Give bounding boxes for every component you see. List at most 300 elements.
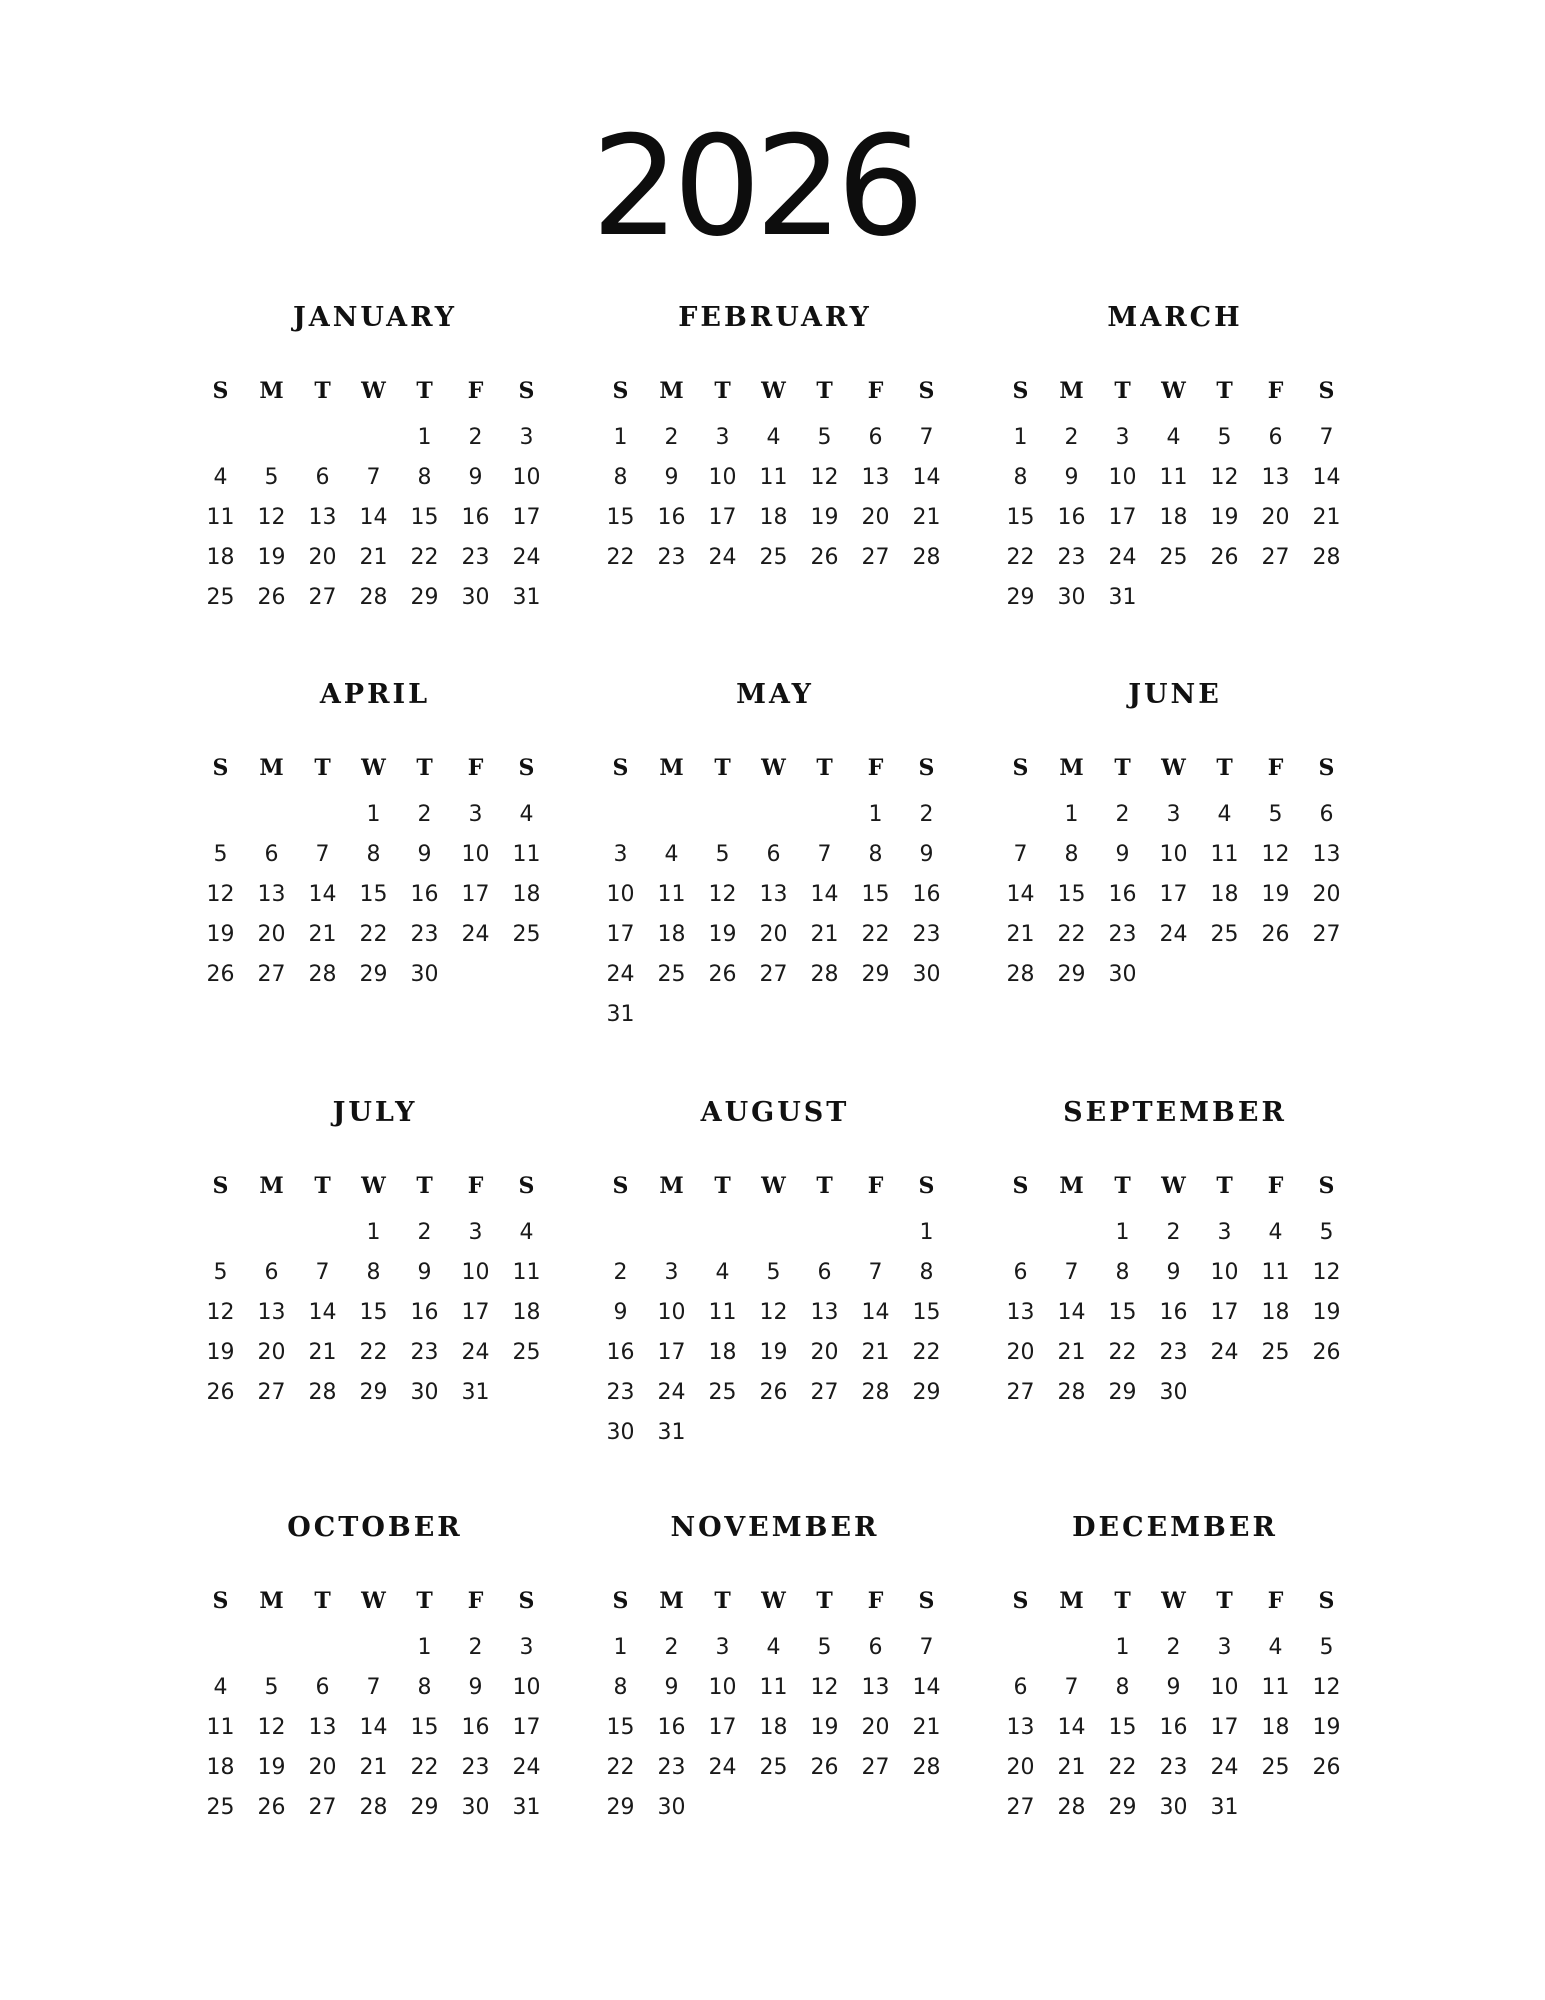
weekday-label: S (1012, 1173, 1029, 1199)
day-cell: 7 (868, 1260, 883, 1285)
day-cell: 28 (1006, 962, 1035, 987)
day-cell: 22 (359, 922, 388, 947)
day-cell: 22 (410, 545, 439, 570)
day-cell: 1 (366, 802, 381, 827)
weekday-label: S (518, 1173, 535, 1199)
day-cell: 16 (606, 1340, 635, 1365)
day-cell: 16 (410, 882, 439, 907)
weekday-label: M (259, 1588, 284, 1614)
day-cell: 30 (1108, 962, 1137, 987)
day-cell: 5 (817, 425, 832, 450)
day-cell: 23 (410, 1340, 439, 1365)
day-cell: 25 (759, 1755, 788, 1780)
day-cell: 15 (1057, 882, 1086, 907)
empty-cell (646, 1213, 697, 1253)
day-cell: 25 (708, 1380, 737, 1405)
day-cell: 26 (1312, 1755, 1341, 1780)
weekday-label: S (918, 755, 935, 781)
day-cell: 7 (919, 1635, 934, 1660)
day-cell: 6 (766, 842, 781, 867)
empty-cell (246, 795, 297, 835)
day-cell: 28 (1057, 1795, 1086, 1820)
weekday-label: T (714, 755, 731, 781)
day-cell: 3 (1217, 1220, 1232, 1245)
day-cell: 12 (257, 1715, 286, 1740)
weekday-label: T (816, 378, 833, 404)
day-cell: 10 (708, 465, 737, 490)
weekday-label: W (761, 755, 786, 781)
month-december (995, 1508, 1355, 1828)
weekday-label: S (518, 755, 535, 781)
day-cell: 25 (512, 1340, 541, 1365)
weekday-label: T (1114, 1588, 1131, 1614)
day-cell: 6 (1013, 1675, 1028, 1700)
month-name: SEPTEMBER (1063, 1097, 1287, 1128)
day-cell: 25 (1210, 922, 1239, 947)
day-cell: 18 (206, 545, 235, 570)
year-title: 2026 (591, 106, 919, 267)
day-cell: 31 (512, 1795, 541, 1820)
day-cell: 1 (613, 1635, 628, 1660)
day-cell: 21 (308, 922, 337, 947)
day-cell: 5 (213, 842, 228, 867)
day-cell: 28 (308, 1380, 337, 1405)
day-cell: 6 (1319, 802, 1334, 827)
day-cell: 19 (206, 1340, 235, 1365)
day-cell: 24 (461, 1340, 490, 1365)
day-cell: 5 (1319, 1635, 1334, 1660)
day-cell: 29 (410, 1795, 439, 1820)
day-cell: 10 (1108, 465, 1137, 490)
weekday-label: M (659, 1173, 684, 1199)
day-cell: 1 (366, 1220, 381, 1245)
day-cell: 28 (912, 1755, 941, 1780)
month-october (195, 1508, 555, 1828)
month-september (995, 1093, 1355, 1413)
day-cell: 20 (861, 505, 890, 530)
day-cell: 31 (1108, 585, 1137, 610)
day-cell: 21 (359, 545, 388, 570)
day-cell: 27 (1312, 922, 1341, 947)
month-july (195, 1093, 555, 1413)
day-cell: 25 (1261, 1340, 1290, 1365)
day-cell: 4 (213, 465, 228, 490)
empty-cell (297, 1628, 348, 1668)
day-cell: 23 (1057, 545, 1086, 570)
day-cell: 18 (759, 1715, 788, 1740)
day-cell: 27 (759, 962, 788, 987)
day-cell: 22 (1108, 1755, 1137, 1780)
weekday-label: T (1114, 1173, 1131, 1199)
day-cell: 21 (1006, 922, 1035, 947)
day-cell: 28 (1057, 1380, 1086, 1405)
day-cell: 3 (468, 802, 483, 827)
weekday-label: M (259, 755, 284, 781)
day-cell: 13 (1006, 1715, 1035, 1740)
day-cell: 30 (461, 585, 490, 610)
weekday-label: S (518, 1588, 535, 1614)
empty-cell (195, 418, 246, 458)
weekday-label: T (816, 755, 833, 781)
day-cell: 13 (1006, 1300, 1035, 1325)
weekday-label: W (1161, 378, 1186, 404)
day-cell: 13 (1312, 842, 1341, 867)
day-cell: 9 (1115, 842, 1130, 867)
day-cell: 11 (1261, 1675, 1290, 1700)
day-cell: 2 (613, 1260, 628, 1285)
day-cell: 8 (919, 1260, 934, 1285)
month-name: JUNE (1128, 679, 1222, 710)
weekday-label: M (1059, 1173, 1084, 1199)
empty-cell (850, 1213, 901, 1253)
weekday-label: S (212, 755, 229, 781)
day-cell: 14 (810, 882, 839, 907)
day-cell: 5 (1319, 1220, 1334, 1245)
day-cell: 5 (766, 1260, 781, 1285)
day-cell: 26 (1312, 1340, 1341, 1365)
day-cell: 20 (1261, 505, 1290, 530)
day-cell: 19 (708, 922, 737, 947)
day-cell: 4 (519, 1220, 534, 1245)
day-cell: 17 (708, 1715, 737, 1740)
month-grid (195, 1586, 555, 1828)
day-cell: 22 (606, 1755, 635, 1780)
day-cell: 8 (366, 1260, 381, 1285)
month-name: APRIL (319, 679, 431, 710)
day-cell: 22 (1108, 1340, 1137, 1365)
day-cell: 5 (817, 1635, 832, 1660)
day-cell: 12 (759, 1300, 788, 1325)
day-cell: 22 (606, 545, 635, 570)
day-cell: 27 (308, 585, 337, 610)
day-cell: 10 (708, 1675, 737, 1700)
day-cell: 10 (461, 842, 490, 867)
day-cell: 11 (206, 505, 235, 530)
day-cell: 20 (1006, 1755, 1035, 1780)
day-cell: 1 (1013, 425, 1028, 450)
month-grid (595, 376, 955, 578)
day-cell: 2 (1115, 802, 1130, 827)
day-cell: 16 (1159, 1715, 1188, 1740)
month-grid (595, 1171, 955, 1453)
day-cell: 29 (359, 1380, 388, 1405)
month-february (595, 298, 955, 578)
weekday-label: T (714, 1173, 731, 1199)
month-name: OCTOBER (287, 1512, 463, 1543)
day-cell: 20 (810, 1340, 839, 1365)
empty-cell (246, 1213, 297, 1253)
day-cell: 16 (1057, 505, 1086, 530)
day-cell: 3 (519, 1635, 534, 1660)
day-cell: 27 (1006, 1380, 1035, 1405)
day-cell: 31 (512, 585, 541, 610)
day-cell: 19 (759, 1340, 788, 1365)
day-cell: 10 (1210, 1260, 1239, 1285)
day-cell: 19 (257, 1755, 286, 1780)
day-cell: 24 (708, 545, 737, 570)
day-cell: 14 (308, 882, 337, 907)
day-cell: 10 (461, 1260, 490, 1285)
day-cell: 6 (315, 1675, 330, 1700)
day-cell: 14 (912, 465, 941, 490)
day-cell: 19 (206, 922, 235, 947)
day-cell: 2 (664, 425, 679, 450)
weekday-label: S (1012, 755, 1029, 781)
weekday-label: T (1114, 378, 1131, 404)
month-august (595, 1093, 955, 1453)
day-cell: 26 (708, 962, 737, 987)
day-cell: 5 (1268, 802, 1283, 827)
day-cell: 20 (1006, 1340, 1035, 1365)
weekday-label: M (259, 378, 284, 404)
month-name: MAY (736, 679, 814, 710)
weekday-label: T (1216, 1588, 1233, 1614)
day-cell: 14 (308, 1300, 337, 1325)
month-january (195, 298, 555, 618)
day-cell: 21 (912, 1715, 941, 1740)
day-cell: 25 (206, 585, 235, 610)
day-cell: 4 (1217, 802, 1232, 827)
day-cell: 26 (810, 545, 839, 570)
day-cell: 1 (417, 425, 432, 450)
day-cell: 30 (1057, 585, 1086, 610)
day-cell: 2 (1166, 1220, 1181, 1245)
day-cell: 25 (206, 1795, 235, 1820)
day-cell: 27 (257, 962, 286, 987)
day-cell: 13 (861, 465, 890, 490)
day-cell: 16 (657, 1715, 686, 1740)
day-cell: 24 (461, 922, 490, 947)
day-cell: 7 (315, 842, 330, 867)
weekday-label: F (867, 378, 884, 404)
day-cell: 14 (1057, 1715, 1086, 1740)
month-november (595, 1508, 955, 1828)
weekday-label: W (761, 378, 786, 404)
empty-cell (297, 418, 348, 458)
day-cell: 27 (308, 1795, 337, 1820)
day-cell: 14 (861, 1300, 890, 1325)
day-cell: 13 (1261, 465, 1290, 490)
day-cell: 2 (417, 1220, 432, 1245)
day-cell: 22 (359, 1340, 388, 1365)
month-june (995, 675, 1355, 995)
day-cell: 14 (359, 1715, 388, 1740)
day-cell: 7 (1064, 1260, 1079, 1285)
day-cell: 2 (468, 1635, 483, 1660)
empty-cell (697, 1213, 748, 1253)
day-cell: 15 (359, 882, 388, 907)
day-cell: 30 (1159, 1795, 1188, 1820)
day-cell: 23 (1159, 1340, 1188, 1365)
day-cell: 30 (657, 1795, 686, 1820)
day-cell: 24 (606, 962, 635, 987)
day-cell: 22 (1057, 922, 1086, 947)
day-cell: 15 (1006, 505, 1035, 530)
day-cell: 19 (1312, 1300, 1341, 1325)
day-cell: 1 (868, 802, 883, 827)
day-cell: 16 (1159, 1300, 1188, 1325)
day-cell: 1 (1115, 1635, 1130, 1660)
day-cell: 19 (1261, 882, 1290, 907)
day-cell: 18 (708, 1340, 737, 1365)
day-cell: 13 (308, 1715, 337, 1740)
day-cell: 19 (1210, 505, 1239, 530)
day-cell: 3 (715, 1635, 730, 1660)
weekday-label: M (259, 1173, 284, 1199)
weekday-label: S (1318, 755, 1335, 781)
day-cell: 24 (1108, 545, 1137, 570)
day-cell: 17 (1210, 1300, 1239, 1325)
day-cell: 9 (468, 1675, 483, 1700)
day-cell: 8 (1115, 1675, 1130, 1700)
month-grid (195, 376, 555, 618)
day-cell: 16 (1108, 882, 1137, 907)
month-name: MARCH (1107, 302, 1243, 333)
day-cell: 14 (1057, 1300, 1086, 1325)
weekday-label: M (1059, 378, 1084, 404)
day-cell: 24 (512, 545, 541, 570)
day-cell: 10 (1159, 842, 1188, 867)
day-cell: 3 (519, 425, 534, 450)
month-name: DECEMBER (1072, 1512, 1278, 1543)
month-grid (195, 1171, 555, 1413)
day-cell: 18 (657, 922, 686, 947)
day-cell: 21 (308, 1340, 337, 1365)
empty-cell (748, 1213, 799, 1253)
day-cell: 17 (461, 882, 490, 907)
weekday-label: S (612, 755, 629, 781)
day-cell: 9 (664, 465, 679, 490)
day-cell: 26 (206, 962, 235, 987)
day-cell: 18 (512, 1300, 541, 1325)
day-cell: 12 (257, 505, 286, 530)
day-cell: 21 (1057, 1755, 1086, 1780)
weekday-label: W (1161, 1173, 1186, 1199)
weekday-label: M (659, 1588, 684, 1614)
day-cell: 15 (606, 505, 635, 530)
day-cell: 11 (512, 842, 541, 867)
weekday-label: F (867, 1588, 884, 1614)
weekday-label: F (1267, 378, 1284, 404)
weekday-label: T (416, 1588, 433, 1614)
day-cell: 21 (912, 505, 941, 530)
empty-cell (595, 795, 646, 835)
day-cell: 26 (1261, 922, 1290, 947)
day-cell: 7 (1319, 425, 1334, 450)
day-cell: 31 (1210, 1795, 1239, 1820)
day-cell: 30 (410, 1380, 439, 1405)
day-cell: 31 (461, 1380, 490, 1405)
day-cell: 3 (613, 842, 628, 867)
day-cell: 7 (366, 1675, 381, 1700)
day-cell: 24 (657, 1380, 686, 1405)
weekday-label: S (918, 1173, 935, 1199)
empty-cell (348, 418, 399, 458)
day-cell: 8 (1064, 842, 1079, 867)
day-cell: 2 (417, 802, 432, 827)
day-cell: 28 (359, 585, 388, 610)
day-cell: 11 (708, 1300, 737, 1325)
day-cell: 15 (912, 1300, 941, 1325)
empty-cell (1046, 1628, 1097, 1668)
day-cell: 1 (1064, 802, 1079, 827)
day-cell: 20 (257, 922, 286, 947)
day-cell: 8 (1013, 465, 1028, 490)
weekday-label: S (518, 378, 535, 404)
day-cell: 17 (1210, 1715, 1239, 1740)
day-cell: 16 (461, 1715, 490, 1740)
day-cell: 18 (1261, 1715, 1290, 1740)
day-cell: 9 (1166, 1260, 1181, 1285)
day-cell: 4 (519, 802, 534, 827)
day-cell: 8 (366, 842, 381, 867)
day-cell: 27 (1261, 545, 1290, 570)
day-cell: 29 (1108, 1380, 1137, 1405)
month-may (595, 675, 955, 1035)
day-cell: 15 (359, 1300, 388, 1325)
day-cell: 6 (1013, 1260, 1028, 1285)
day-cell: 22 (410, 1755, 439, 1780)
day-cell: 10 (606, 882, 635, 907)
weekday-label: T (314, 755, 331, 781)
weekday-label: T (416, 1173, 433, 1199)
weekday-label: W (761, 1173, 786, 1199)
empty-cell (246, 418, 297, 458)
day-cell: 25 (1261, 1755, 1290, 1780)
day-cell: 23 (657, 545, 686, 570)
day-cell: 11 (657, 882, 686, 907)
day-cell: 24 (512, 1755, 541, 1780)
day-cell: 8 (417, 1675, 432, 1700)
weekday-label: W (361, 1588, 386, 1614)
month-grid (995, 1586, 1355, 1828)
day-cell: 12 (1312, 1260, 1341, 1285)
weekday-label: T (1114, 755, 1131, 781)
day-cell: 14 (1312, 465, 1341, 490)
day-cell: 28 (810, 962, 839, 987)
day-cell: 8 (613, 465, 628, 490)
day-cell: 7 (315, 1260, 330, 1285)
day-cell: 23 (1108, 922, 1137, 947)
day-cell: 9 (1166, 1675, 1181, 1700)
day-cell: 20 (308, 545, 337, 570)
day-cell: 4 (766, 1635, 781, 1660)
weekday-label: F (1267, 1173, 1284, 1199)
day-cell: 11 (206, 1715, 235, 1740)
day-cell: 9 (613, 1300, 628, 1325)
day-cell: 18 (759, 505, 788, 530)
weekday-label: T (1216, 378, 1233, 404)
day-cell: 12 (1210, 465, 1239, 490)
day-cell: 12 (206, 1300, 235, 1325)
day-cell: 15 (606, 1715, 635, 1740)
day-cell: 14 (1006, 882, 1035, 907)
day-cell: 5 (1217, 425, 1232, 450)
day-cell: 22 (912, 1340, 941, 1365)
day-cell: 6 (264, 842, 279, 867)
day-cell: 13 (257, 1300, 286, 1325)
day-cell: 6 (868, 425, 883, 450)
day-cell: 13 (861, 1675, 890, 1700)
day-cell: 25 (512, 922, 541, 947)
empty-cell (297, 795, 348, 835)
weekday-label: S (1318, 1173, 1335, 1199)
day-cell: 4 (766, 425, 781, 450)
day-cell: 15 (1108, 1300, 1137, 1325)
day-cell: 22 (861, 922, 890, 947)
day-cell: 20 (861, 1715, 890, 1740)
day-cell: 12 (708, 882, 737, 907)
